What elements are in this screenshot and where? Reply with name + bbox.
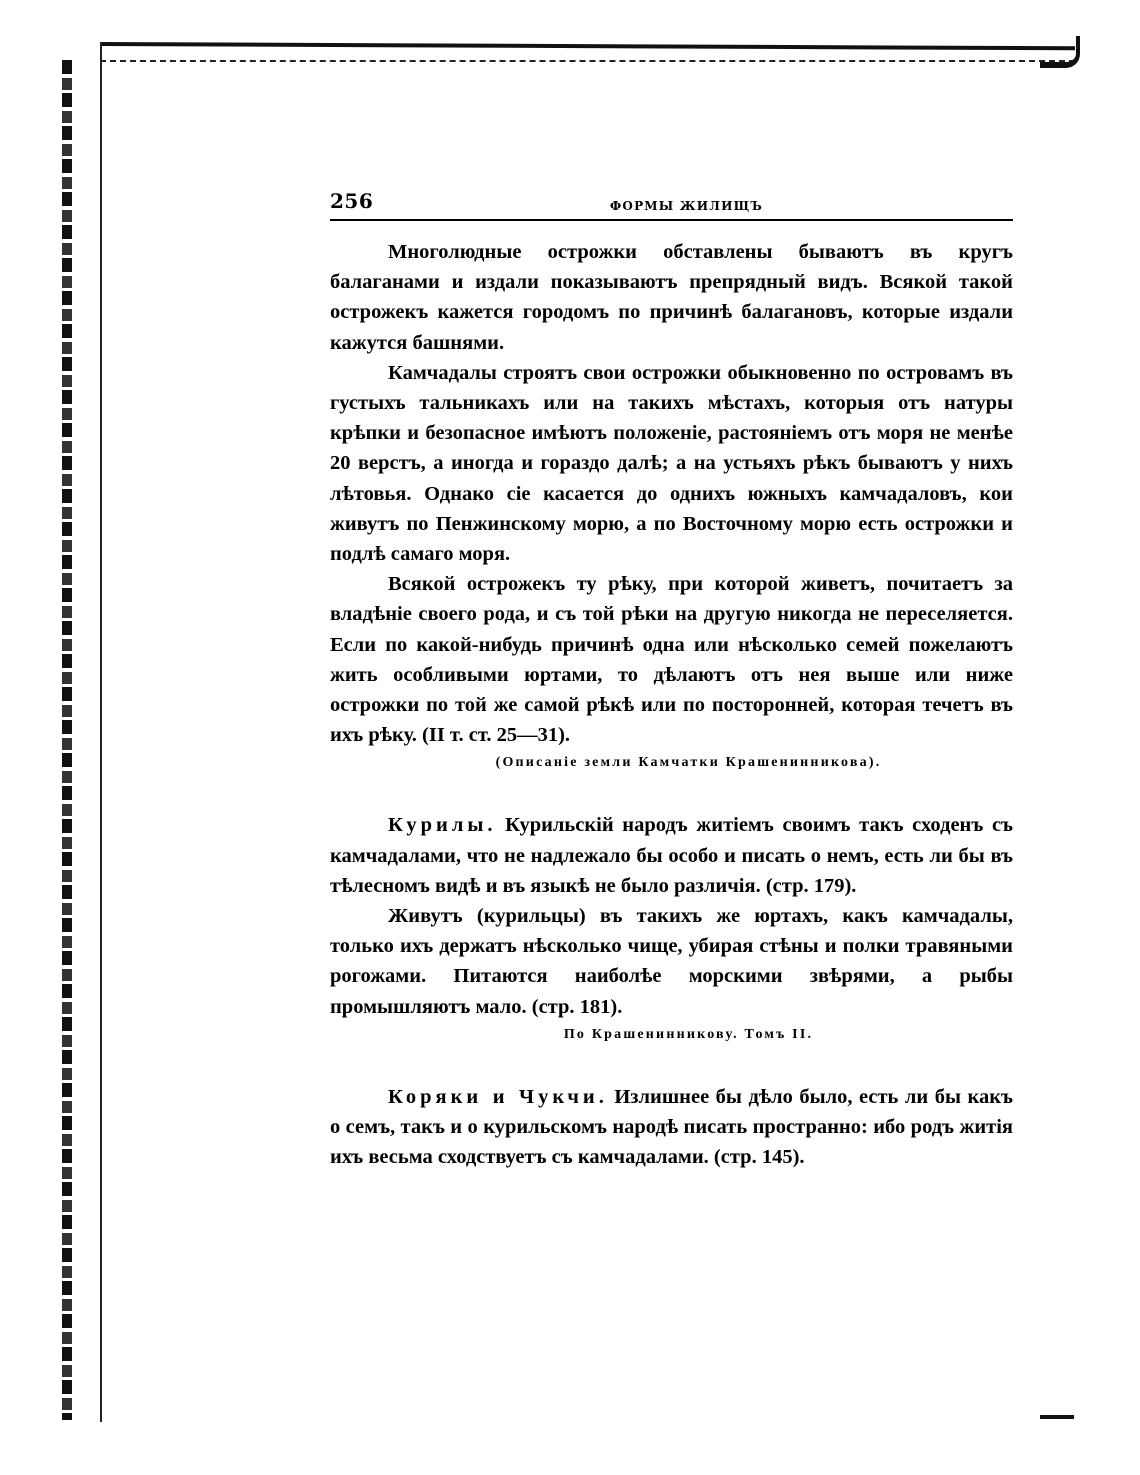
scan-top-border-dashed bbox=[100, 60, 1075, 62]
book-page bbox=[330, 185, 1013, 1172]
running-head bbox=[330, 185, 1013, 221]
paragraph: Камчадалы строятъ свои острожки обыкновенно по островамъ въ густыхъ тальникахъ или на такихъ мѣстахъ, которыя отъ натуры крѣпки и безопасное имѣютъ положеніе, растояніемъ отъ моря не менѣе 20 верстъ, а иногда и гораздо далѣ; а на устьяхъ рѣкъ бываютъ у нихъ лѣтовья. Однако сіе касается до однихъ южныхъ камчадаловъ, кои живутъ по Пенжинскому морю, а по Восточному морю есть острожки и подлѣ самаго моря. bbox=[330, 361, 1013, 566]
paragraph: Многолюдные острожки обставлены бываютъ въ кругъ балаганами и издали показываютъ препрядный видъ. Всякой такой острожекъ кажется городомъ по причинѣ балагановъ, которые издали кажутся башнями. bbox=[330, 241, 1013, 354]
source-citation: По Крашенинникову. Томъ II. bbox=[563, 1026, 814, 1042]
paragraph-text: Излишнее бы дѣло было, есть ли бы какъ о семъ, такъ и о курильскомъ народѣ писать пространно: ибо родъ житія ихъ весьма сходствуетъ съ камчадалами. (стр. 145). bbox=[330, 1085, 1013, 1169]
source-citation: (Описаніе земли Камчатки Крашенинникова). bbox=[495, 755, 882, 771]
scan-bottom-corner-mark bbox=[1040, 1415, 1074, 1419]
page-number: 256 bbox=[330, 189, 374, 213]
paragraph-text: Курильскій народъ житіемъ своимъ такъ сходенъ съ камчадалами, что не надлежало бы особо и писать о немъ, есть ли бы въ тѣлесномъ видѣ и въ языкѣ не было различія. (стр. 179). bbox=[330, 814, 1013, 897]
section-heading: Коряки и Чукчи. bbox=[388, 1085, 608, 1108]
paragraph: Живутъ (курильцы) въ такихъ же юртахъ, какъ камчадалы, только ихъ держатъ нѣсколько чище, убирая стѣны и полки травяными рогожами. Питаются наиболѣе морскими звѣрями, а рыбы промышляютъ мало. (стр. 181). bbox=[330, 905, 1013, 1018]
scan-left-border bbox=[100, 42, 102, 1422]
section-gap bbox=[330, 1046, 1013, 1082]
scan-left-edge-noise bbox=[62, 60, 72, 1420]
section-heading: Курилы. bbox=[388, 814, 497, 837]
paragraph: Всякой острожекъ ту рѣку, при которой живетъ, почитаетъ за владѣніе своего рода, и съ той рѣки на другую никогда не переселяется. Если по какой-нибудь причинѣ одна или нѣсколько семей пожелаютъ жить особливыми юртами, то дѣлаютъ отъ нея выше или ниже острожки по той же самой рѣкѣ или по посторонней, которая течетъ въ ихъ рѣку. (II т. ст. 25—31). bbox=[330, 573, 1013, 747]
page-text bbox=[330, 237, 1013, 1172]
paragraph bbox=[330, 810, 1013, 901]
scan-top-border bbox=[100, 42, 1075, 50]
section-gap bbox=[330, 774, 1013, 810]
running-title: ФОРМЫ ЖИЛИЩЪ bbox=[609, 199, 763, 213]
scan-corner-mark bbox=[1040, 36, 1080, 68]
paragraph bbox=[330, 1082, 1013, 1173]
